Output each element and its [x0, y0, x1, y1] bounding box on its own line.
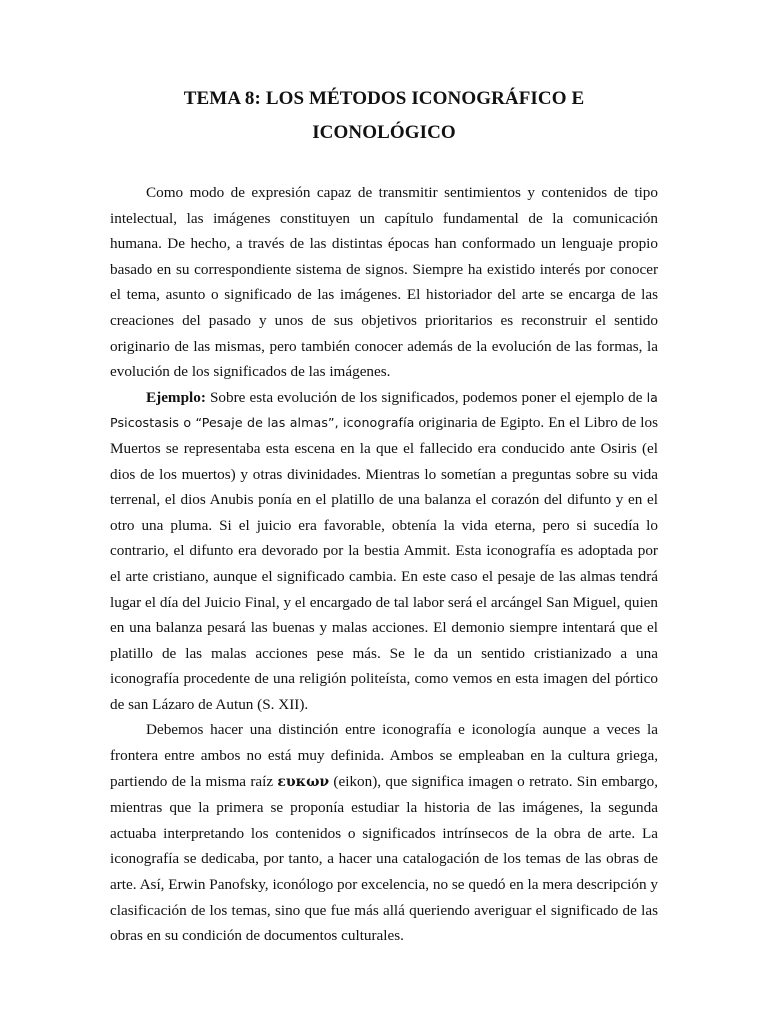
example-label: Ejemplo: — [146, 388, 206, 406]
paragraph-distinction — [110, 717, 658, 948]
paragraph-intro: Como modo de expresión capaz de transmitir sentimientos y contenidos de tipo intelectual, las imágenes constituyen un capítulo fundamental de la comunicación humana. De hecho, a través de las distintas épocas han conformado un lenguaje propio basado en su correspondiente sistema de signos. Siempre ha existido interés por conocer el tema, asunto o significado de las imágenes. El historiador del arte se encarga de las creaciones del pasado y unos de sus objetivos prioritarios es reconstruir el sentido originario de las mismas, pero también conocer además de la evolución de las formas, la evolución de los significados de las imágenes. — [110, 184, 658, 381]
page-title — [80, 82, 688, 150]
example-text-a: Sobre esta evolución de los significados, podemos poner el ejemplo de — [205, 388, 647, 406]
title-line-1: TEMA 8: LOS MÉTODOS ICONOGRÁFICO E — [183, 88, 585, 109]
distinction-text-a: Debemos hacer una distinción entre iconografía e iconología aunque a veces la frontera entre ambos no está muy definida. Ambos se empleaban en la cultura griega, partiendo de la misma raíz — [110, 721, 658, 790]
distinction-text-b: (eikon), que significa imagen o retrato. Sin embargo, mientras que la primera se proponía estudiar la historia de las imágenes, la segunda actuaba interpretando los contenidos o significados intrínsecos de la obra de arte. La iconografía se dedicaba, por tanto, a hacer una catalogación de los temas de las obras de arte. Así, Erwin Panofsky, iconólogo por excelencia, no se quedó en la mera descripción y clasificación de los temas, sino que fue más allá queriendo averiguar el significado de las obras en su condición de documentos culturales. — [110, 772, 658, 945]
greek-root-word: ευκων — [277, 773, 330, 790]
paragraph-example — [110, 385, 658, 718]
example-psicostasis-run: la Psicostasis o “Pesaje de las almas”, iconografía — [110, 389, 658, 431]
document-body — [110, 180, 658, 949]
example-text-b: originaria de Egipto. En el Libro de los Muertos se representaba esta escena en la que el fallecido era conducido ante Osiris (el dios de los muertos) y otras divinidades. Mientras lo sometían a preguntas sobre su vida terrenal, el dios Anubis ponía en el platillo de una balanza el corazón del difunto y en el otro una pluma. Si el juicio era favorable, obtenía la vida eterna, pero si sucedía lo contrario, el difunto era devorado por la bestia Ammit. Esta iconografía es adoptada por el arte cristiano, aunque el significado cambia. En este caso el pesaje de las almas tendrá lugar el día del Juicio Final, y el encargado de tal labor será el arcángel San Miguel, quien en una balanza pesará las buenas y malas acciones. El demonio siempre intentará que el platillo de las malas acciones pese más. Se le da un sentido cristianizado a una iconografía procedente de una religión politeísta, como vemos en esta imagen del pórtico de san Lázaro de Autun (S. XII). — [110, 414, 658, 713]
title-line-2: ICONOLÓGICO — [312, 122, 456, 143]
